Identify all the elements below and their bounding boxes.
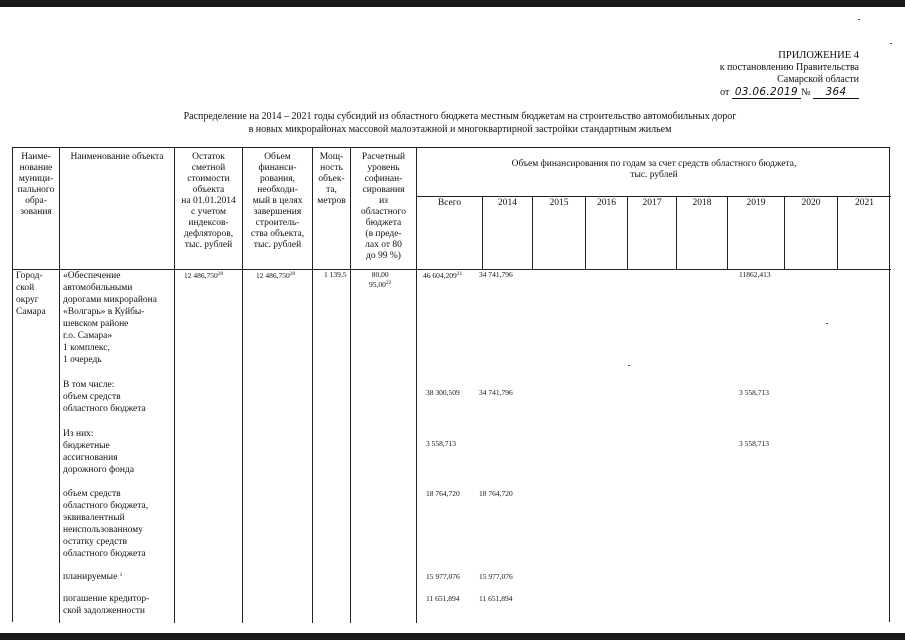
scan-speck xyxy=(826,323,828,324)
capacity-value: 1 139,5 xyxy=(324,270,347,279)
appendix-date-line xyxy=(649,86,859,99)
document-title xyxy=(150,111,770,136)
scan-speck xyxy=(628,365,630,366)
scan-speck xyxy=(890,43,892,44)
planned-2014: 15 977,076 xyxy=(479,572,513,581)
date-prefix: от xyxy=(720,87,730,98)
scan-speck xyxy=(858,19,860,20)
remainder-value: 12 486,750$^{20}$ xyxy=(184,271,224,280)
including-label: В том числе: объем средств областного бюджета xyxy=(63,380,146,414)
of-them-2019: 3 558,713 xyxy=(739,439,769,448)
header-year-2018: 2018 xyxy=(692,198,712,208)
object-name-cell: «Обеспечение автомобильными дорогами микрорайона «Волгарь» в Куйбы- шевском районе г.о. Самара» 1 комплекс, 1 очередь xyxy=(63,271,157,365)
header-volume: Объем финанси- рования, необходи- мый в целях завершения строитель- ства объекта, тыс. рублей xyxy=(250,152,305,250)
equivalent-2014: 18 764,720 xyxy=(479,489,513,498)
appendix-block xyxy=(649,50,859,99)
col-divider xyxy=(312,148,313,623)
planned-total: 15 977,076 xyxy=(426,572,460,581)
header-year-2019: 2019 xyxy=(746,198,766,208)
y2014-value: 34 741,796 xyxy=(479,270,513,279)
header-capacity: Мощ- ность объек- та, метров xyxy=(317,152,346,206)
including-2014: 34 741,796 xyxy=(479,388,513,397)
equivalent-total: 18 764,720 xyxy=(426,489,460,498)
scan-top-border xyxy=(0,0,905,7)
header-year-2017: 2017 xyxy=(642,198,662,208)
title-line-1: Распределение на 2014 – 2021 годы субсидий из областного бюджета местным бюджетам на строительство автомобильных дорог xyxy=(183,111,737,122)
header-object: Наименование объекта xyxy=(70,152,164,162)
header-municipality: Наиме- нование муници- пального обра- зования xyxy=(17,152,55,217)
subsidy-table xyxy=(12,147,890,622)
y2019-value: 11862,413 xyxy=(739,270,771,279)
total-value: 46 604,209$^{21}$ xyxy=(423,271,463,280)
debt-label: погашение кредитор- ской задолженности xyxy=(63,594,150,616)
header-year-2016: 2016 xyxy=(597,198,616,208)
header-remainder: Остаток сметной стоимости объекта на 01.01.2014 с учетом индексов- дефляторов, тыс. рублей xyxy=(181,152,236,250)
appendix-title: ПРИЛОЖЕНИЕ 4 xyxy=(778,50,859,61)
handwritten-date: 03.06.2019 xyxy=(732,86,801,99)
planned-label: планируемые $^1$ xyxy=(63,572,123,582)
including-total: 38 300,509 xyxy=(426,388,460,397)
appendix-line-1: к постановлению Правительства xyxy=(719,62,859,73)
volume-value: 12 486,750$^{20}$ xyxy=(256,271,296,280)
col-divider xyxy=(416,148,417,623)
header-total: Всего xyxy=(437,198,462,208)
of-them-label: Из них: бюджетные ассигнования дорожного фонда xyxy=(63,429,135,475)
header-year-2020: 2020 xyxy=(801,198,821,208)
handwritten-number: 364 xyxy=(813,86,859,99)
appendix-line-2: Самарской области xyxy=(777,74,859,85)
row-divider xyxy=(416,196,891,197)
debt-2014: 11 651,894 xyxy=(479,594,513,603)
of-them-total: 3 558,713 xyxy=(426,439,456,448)
header-cofinancing: Расчетный уровень софинан- сирования из областного бюджета (в преде- лах от 80 до 99 %) xyxy=(361,152,406,261)
number-prefix: № xyxy=(800,87,811,98)
header-year-2015: 2015 xyxy=(549,198,569,208)
municipality-cell: Город- ской округ Самара xyxy=(16,271,46,317)
header-year-2021: 2021 xyxy=(855,198,874,208)
including-2019: 3 558,713 xyxy=(739,388,769,397)
cofinancing-value: 80,00 95,00$^{22}$ xyxy=(369,270,392,289)
header-year-2014: 2014 xyxy=(498,198,517,208)
equivalent-label: объем средств областного бюджета, эквивалентный неиспользованному остатку средств областного бюджета xyxy=(63,489,149,559)
header-funding: Объем финансирования по годам за счет средств областного бюджета, тыс. рублей xyxy=(511,159,797,180)
title-line-2: в новых микрорайонах массовой малоэтажной и многоквартирной застройки стандартным жильем xyxy=(248,123,672,135)
debt-total: 11 651,894 xyxy=(426,594,460,603)
scan-bottom-border xyxy=(0,633,905,640)
col-divider xyxy=(59,148,60,623)
